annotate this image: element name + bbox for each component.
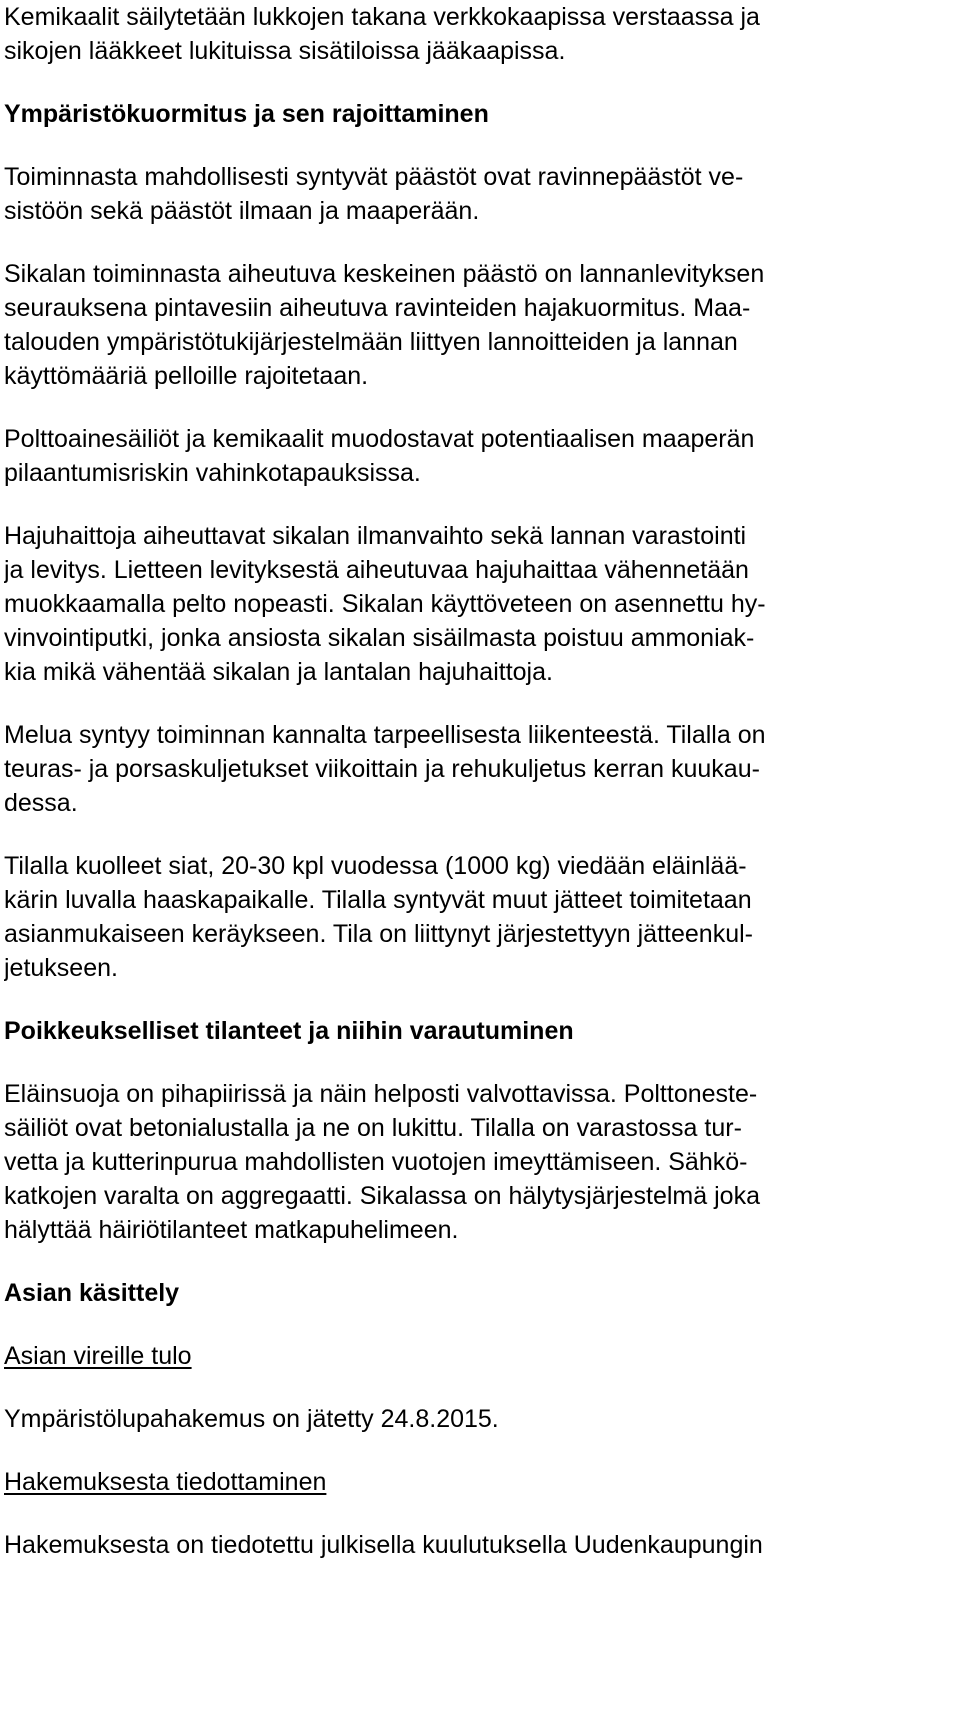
body-text-line: vinvointiputki, jonka ansiosta sikalan sisäilmasta poistuu ammoniak- [4,624,755,652]
section-heading: Poikkeukselliset tilanteet ja niihin varautuminen [4,1017,574,1045]
body-text-line: teuras- ja porsaskuljetukset viikoittain ja rehukuljetus kerran kuukau- [4,755,760,783]
body-text-line: käyttömääriä pelloille rajoitetaan. [4,362,369,390]
body-text-line: Melua syntyy toiminnan kannalta tarpeellisesta liikenteestä. Tilalla on [4,721,766,749]
body-text-line: dessa. [4,789,78,817]
body-text-line: Hajuhaittoja aiheuttavat sikalan ilmanvaihto sekä lannan varastointi [4,522,747,550]
subsection-heading: Hakemuksesta tiedottaminen [4,1468,327,1496]
body-text-line: Kemikaalit säilytetään lukkojen takana verkkokaapissa verstaassa ja [4,3,760,31]
section-heading: Ympäristökuormitus ja sen rajoittaminen [4,100,489,128]
document-page [4,0,956,1730]
body-text-line: ja levitys. Lietteen levityksestä aiheutuvaa hajuhaittaa vähennetään [4,556,749,584]
body-text-line: muokkaamalla pelto nopeasti. Sikalan käyttöveteen on asennettu hy- [4,590,766,618]
body-text-line: Ympäristölupahakemus on jätetty 24.8.2015. [4,1405,499,1433]
body-text-line: asianmukaiseen keräykseen. Tila on liittynyt järjestettyyn jätteenkul- [4,920,753,948]
body-text-line: Eläinsuoja on pihapiirissä ja näin helposti valvottavissa. Polttoneste- [4,1080,758,1108]
body-text-line: seurauksena pintavesiin aiheutuva ravinteiden hajakuormitus. Maa- [4,294,751,322]
body-text-line: Sikalan toiminnasta aiheutuva keskeinen päästö on lannanlevityksen [4,260,765,288]
body-text-line: Toiminnasta mahdollisesti syntyvät päästöt ovat ravinnepäästöt ve- [4,163,744,191]
body-text-line: säiliöt ovat betonialustalla ja ne on lukittu. Tilalla on varastossa tur- [4,1114,742,1142]
body-text-line: hälyttää häiriötilanteet matkapuhelimeen. [4,1216,459,1244]
body-text-line: kärin luvalla haaskapaikalle. Tilalla syntyvät muut jätteet toimitetaan [4,886,752,914]
subsection-heading: Asian vireille tulo [4,1342,192,1370]
body-text-line: sistöön sekä päästöt ilmaan ja maaperään. [4,197,480,225]
section-heading: Asian käsittely [4,1279,180,1307]
body-text-line: jetukseen. [4,954,118,982]
body-text-line: katkojen varalta on aggregaatti. Sikalassa on hälytysjärjestelmä joka [4,1182,760,1210]
body-text-line: Tilalla kuolleet siat, 20-30 kpl vuodessa (1000 kg) viedään eläinlää- [4,852,747,880]
body-text-line: sikojen lääkkeet lukituissa sisätiloissa jääkaapissa. [4,37,566,65]
body-text-line: Hakemuksesta on tiedotettu julkisella kuulutuksella Uudenkaupungin [4,1531,763,1559]
body-text-line: talouden ympäristötukijärjestelmään liittyen lannoitteiden ja lannan [4,328,738,356]
body-text-line: kia mikä vähentää sikalan ja lantalan hajuhaittoja. [4,658,553,686]
body-text-line: vetta ja kutterinpurua mahdollisten vuotojen imeyttämiseen. Sähkö- [4,1148,748,1176]
body-text-line: Polttoainesäiliöt ja kemikaalit muodostavat potentiaalisen maaperän [4,425,755,453]
body-text-line: pilaantumisriskin vahinkotapauksissa. [4,459,421,487]
